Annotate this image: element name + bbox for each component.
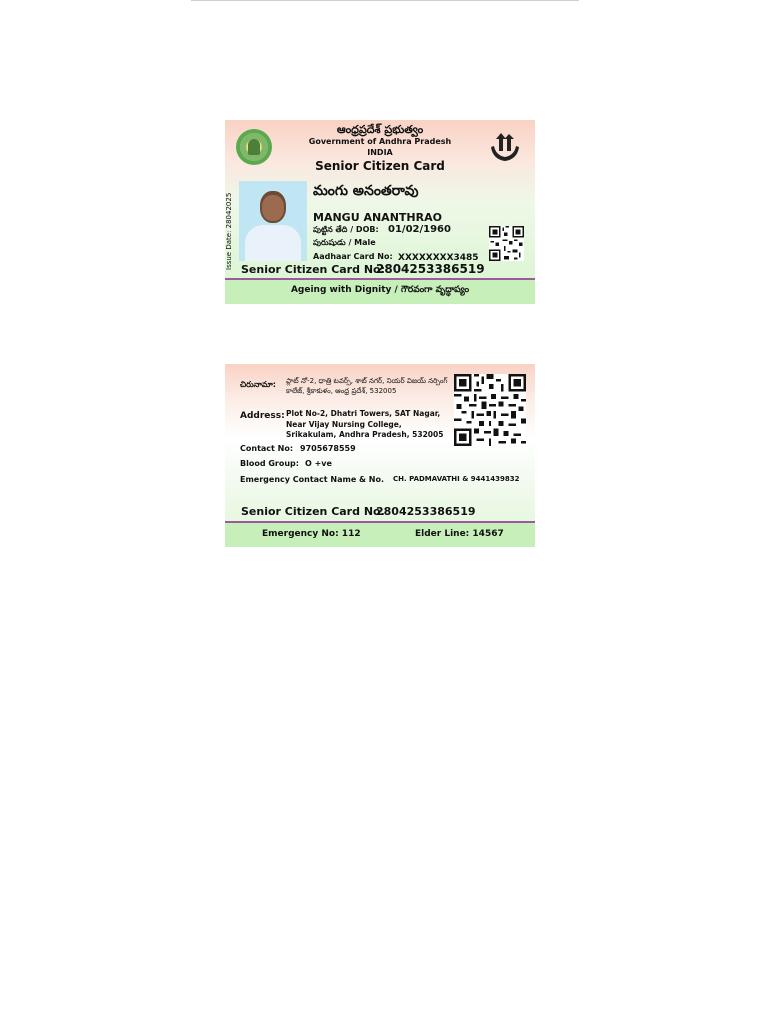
- address-telugu-label: చిరునామా:: [240, 380, 276, 389]
- address: Plot No-2, Dhatri Towers, SAT Nagar, Near Vijay Nursing College, Srikakulam, Andhra Pradesh, 532005: [286, 409, 444, 439]
- header-government: Government of Andhra Pradesh: [308, 137, 452, 146]
- elder-line: Elder Line: 14567: [415, 529, 504, 539]
- card-footer: [225, 280, 535, 304]
- emergency-contact-label: Emergency Contact Name & No.: [240, 475, 385, 484]
- card-number: 2804253386519: [376, 505, 476, 518]
- blood-group-label: Blood Group:: [240, 459, 299, 468]
- holder-name-telugu: మంగు అనంతరావు: [313, 183, 419, 199]
- aadhaar-value: XXXXXXXX3485: [398, 253, 479, 263]
- issue-date: Issue Date: 28042025: [225, 192, 233, 270]
- header-telugu: ఆంధ్రప్రదేశ్ ప్రభుత్వం: [336, 123, 424, 136]
- dob-value: 01/02/1960: [388, 224, 451, 235]
- card-number-label: Senior Citizen Card No.: [241, 505, 385, 518]
- qr-code-icon: [454, 374, 526, 446]
- blood-group: O +ve: [305, 459, 332, 468]
- care-hands-icon: [488, 130, 522, 164]
- emergency-number: Emergency No: 112: [262, 529, 361, 539]
- contact-label: Contact No:: [240, 444, 294, 453]
- card-number-label: Senior Citizen Card No:: [241, 263, 385, 276]
- holder-name: MANGU ANANTHRAO: [313, 211, 442, 224]
- qr-code-icon: [489, 226, 524, 261]
- card-front: [225, 120, 535, 304]
- holder-photo: [239, 181, 307, 261]
- card-number: 2804253386519: [376, 262, 485, 276]
- card-back: [225, 364, 535, 547]
- card-footer: [225, 523, 535, 547]
- address-label: Address:: [240, 411, 285, 421]
- header-country: INDIA: [367, 148, 393, 157]
- top-divider: [191, 0, 579, 1]
- card-title: Senior Citizen Card: [315, 159, 445, 173]
- emergency-contact: CH. PADMAVATHI & 9441439832: [393, 475, 520, 483]
- gender: పురుషుడు / Male: [313, 238, 376, 247]
- address-telugu: ప్లాట్ నో-2, ధాత్రి టవర్స్, శాట్ నగర్, నియర్ విజయ్ నర్సింగ్ కాలేజ్, శ్రీకాకుళం, ఆంధ్ర ప్రదేశ్, 532005: [286, 377, 448, 395]
- aadhaar-label: Aadhaar Card No:: [313, 252, 393, 261]
- dob-label: పుట్టిన తేది / DOB:: [313, 225, 379, 234]
- motto: Ageing with Dignity / గౌరవంగా వృద్ధాప్యం: [290, 285, 470, 295]
- contact-number: 9705678559: [300, 444, 356, 453]
